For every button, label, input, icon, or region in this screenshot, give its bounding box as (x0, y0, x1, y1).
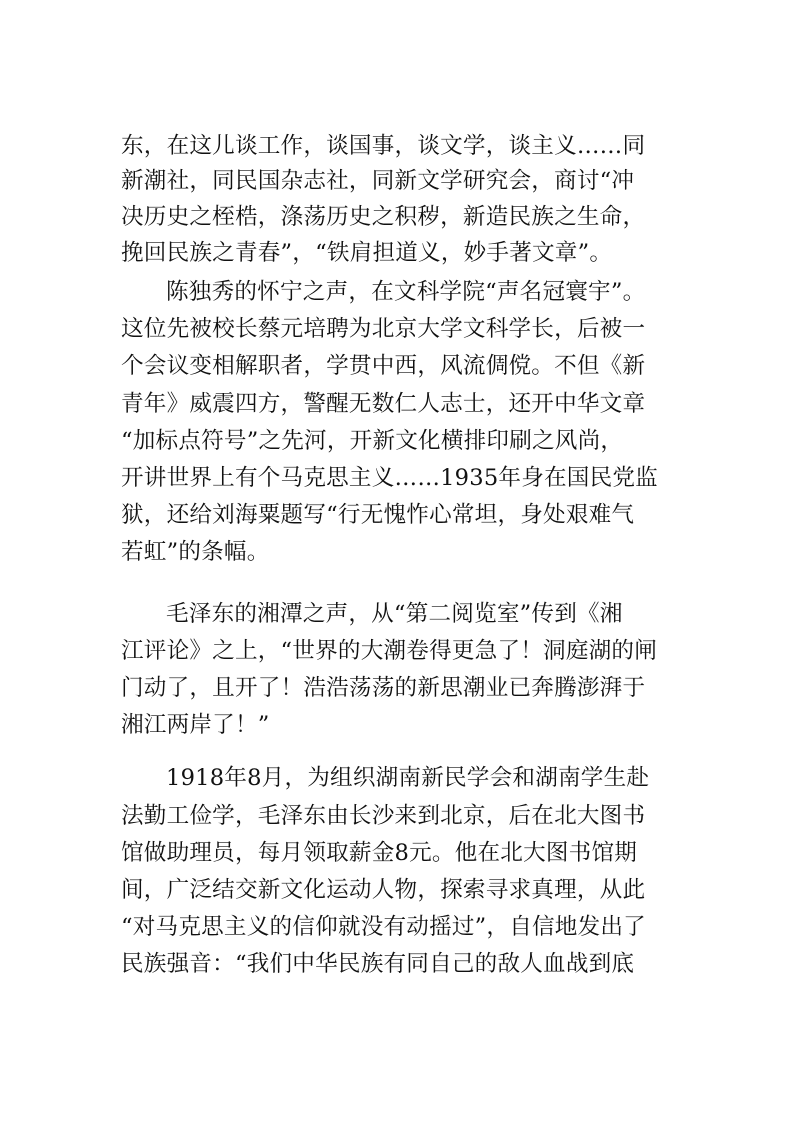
text-line: 法勤工俭学，毛泽东由长沙来到北京，后在北大图书 (121, 803, 646, 829)
text-line: 民族强音：“我们中华民族有同自己的敌人血战到底 (121, 951, 635, 977)
text-line: 开讲世界上有个马克思主义……1935年身在国民党监 (121, 465, 658, 491)
paragraph-first-line: 陈独秀的怀宁之声，在文科学院“声名冠寰宇”。 (166, 279, 646, 305)
text-line: “对马克思主义的信仰就没有动摇过”，自信地发出了 (121, 914, 646, 940)
text-line: 个会议变相解职者，学贯中西，风流倜傥。不但《新 (121, 353, 646, 379)
text-line: “加标点符号”之先河，开新文化横排印刷之风尚， (121, 428, 624, 454)
text-line: 挽回民族之青春”，“铁肩担道义，妙手著文章”。 (121, 240, 613, 266)
paragraph-first-line: 1918年8月，为组织湖南新民学会和湖南学生赴 (166, 765, 650, 791)
text-line: 若虹”的条幅。 (121, 539, 270, 565)
text-line: 决历史之桎梏，涤荡历史之积秽，新造民族之生命， (121, 204, 646, 230)
text-line: 青年》威震四方，警醒无数仁人志士，还开中华文章 (121, 391, 646, 417)
text-line: 东，在这儿谈工作，谈国事，谈文学，谈主义……同 (121, 133, 646, 159)
text-line: 门动了，且开了！浩浩荡荡的新思潮业已奔腾澎湃于 (121, 675, 646, 701)
text-line: 狱，还给刘海粟题写“行无愧怍心常坦，身处艰难气 (121, 502, 635, 528)
text-line: 这位先被校长蔡元培聘为北京大学文科学长，后被一 (121, 316, 646, 342)
text-line: 湘江两岸了！” (121, 712, 270, 738)
text-line: 馆做助理员，每月领取薪金8元。他在北大图书馆期 (121, 840, 638, 866)
text-line: 新潮社，同民国杂志社，同新文学研究会，商讨“冲 (121, 168, 635, 194)
text-line: 间，广泛结交新文化运动人物，探索寻求真理，从此 (121, 877, 646, 903)
paragraph-first-line: 毛泽东的湘潭之声，从“第二阅览室”传到《湘 (166, 601, 623, 627)
text-line: 江评论》之上，“世界的大潮卷得更急了！洞庭湖的闸 (121, 638, 658, 664)
